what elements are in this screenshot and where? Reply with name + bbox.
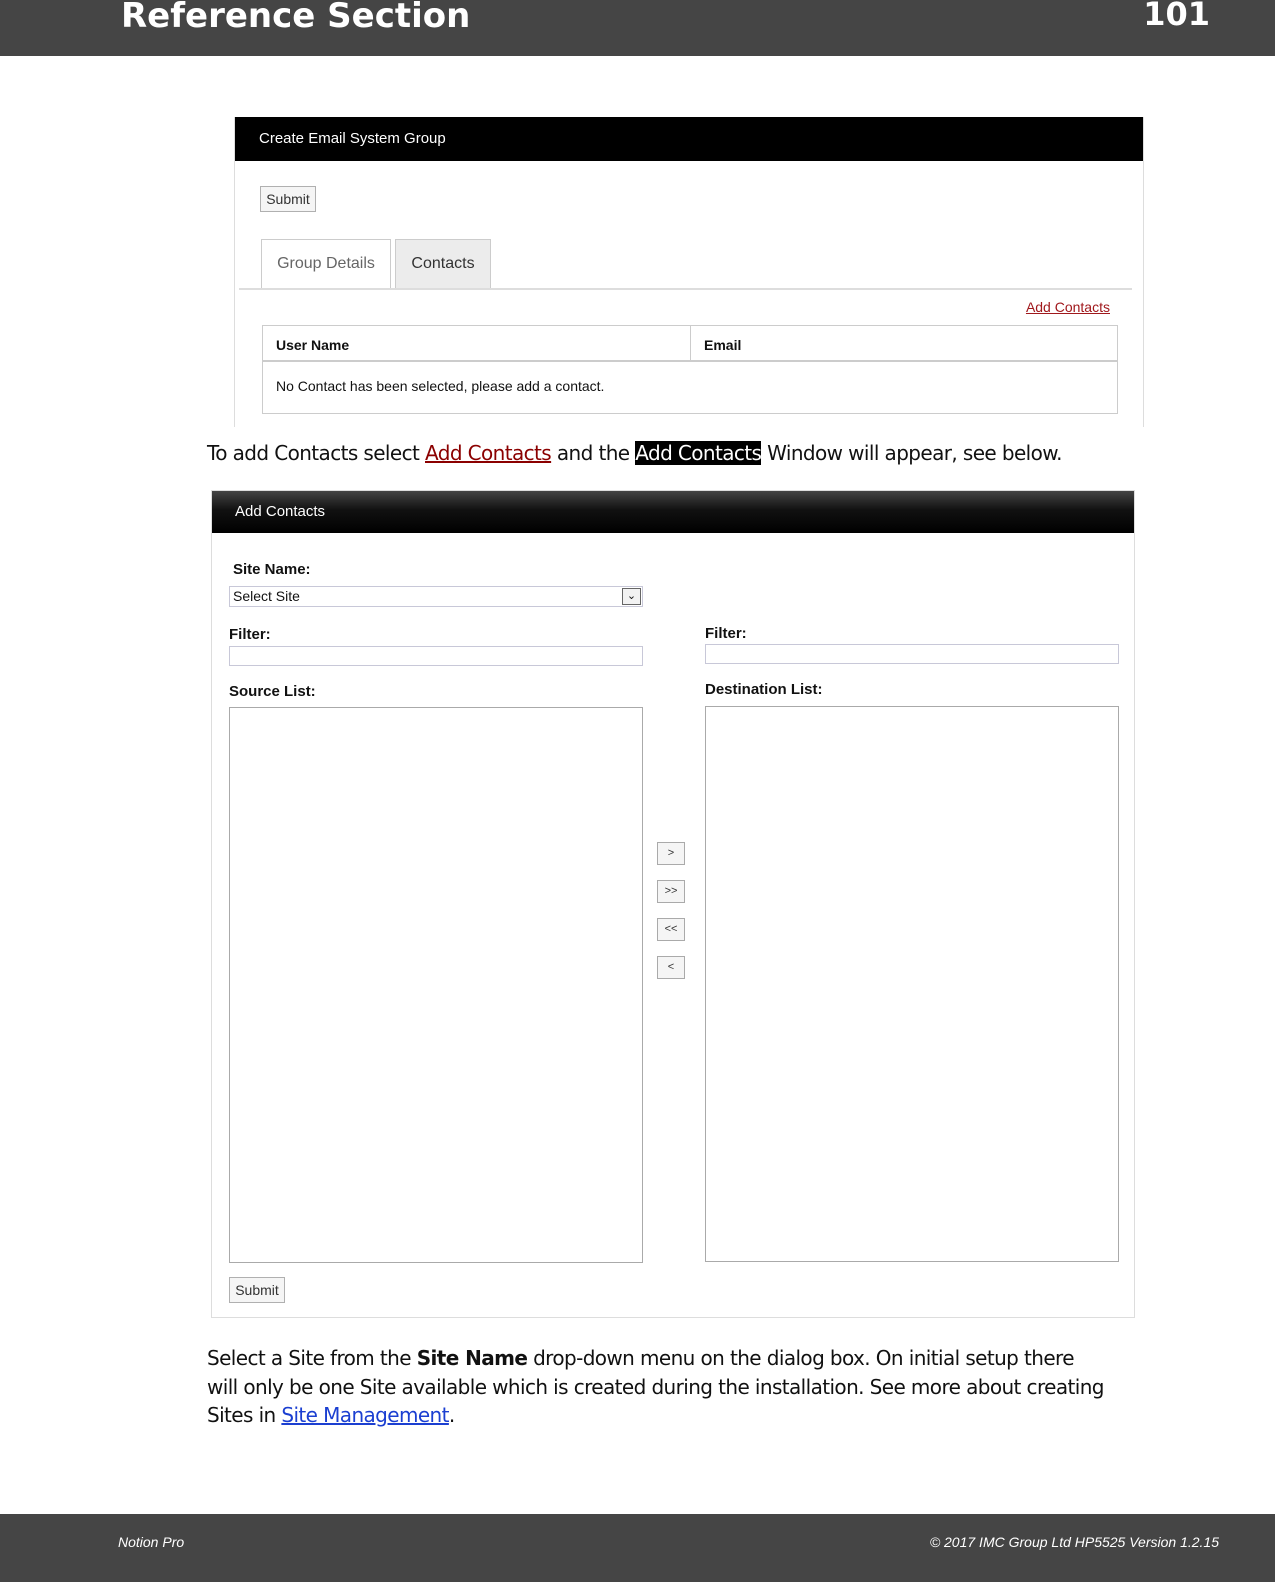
move-all-right-button[interactable]: >> [657,880,685,903]
site-management-link[interactable]: Site Management [281,1403,449,1427]
para2-text: Select a Site from the [207,1346,417,1370]
para2-line: will only be one Site available which is created during the installation. See more about creating [207,1374,1104,1399]
page-number: 101 [1143,0,1210,33]
site-selection-paragraph [207,1344,1104,1430]
move-selected-right-button[interactable]: > [657,842,685,865]
move-selected-left-button[interactable]: < [657,956,685,979]
submit-button[interactable]: Submit [260,186,316,212]
submit-button[interactable]: Submit [229,1277,285,1303]
table-header-row [263,326,1117,362]
tab-divider [239,288,1132,290]
para1-text: To add Contacts select [207,441,425,465]
contacts-table [262,325,1118,414]
column-header-email[interactable]: Email [704,337,742,353]
column-header-user-name[interactable]: User Name [263,326,691,360]
site-name-select[interactable] [229,586,643,607]
para2-line [207,1344,1104,1373]
site-name-bold: Site Name [416,1346,528,1370]
destination-filter-label: Filter: [705,625,747,642]
source-list[interactable] [229,707,643,1263]
site-name-label: Site Name: [233,561,311,578]
para1-text: Window will appear, see below. [761,441,1062,465]
add-contacts-reference-link[interactable]: Add Contacts [425,441,552,465]
footer-copyright: © 2017 IMC Group Ltd HP5525 Version 1.2.15 [929,1534,1219,1550]
para2-text: drop-down menu on the dialog box. On initial setup there [527,1346,1074,1370]
chevron-down-icon[interactable]: ⌄ [622,588,641,605]
source-filter-input[interactable] [229,646,643,666]
add-contacts-link[interactable]: Add Contacts [1025,299,1110,315]
footer-product-name: Notion Pro [118,1534,185,1550]
instruction-paragraph [207,441,1062,465]
tab-group-details[interactable]: Group Details [261,239,391,289]
para2-text: Sites in [207,1403,282,1427]
para1-text: and the [551,441,636,465]
create-email-system-group-screenshot [234,117,1144,427]
site-select-value: Select Site [233,588,300,604]
destination-list[interactable] [705,706,1119,1262]
destination-filter-input[interactable] [705,644,1119,664]
para2-text: . [448,1403,455,1427]
dialog-title: Create Email System Group [235,117,1143,161]
empty-table-message: No Contact has been selected, please add a contact. [276,378,605,394]
page-header [0,0,1275,56]
section-title: Reference Section [121,0,471,36]
destination-list-label: Destination List: [705,681,823,698]
para2-line [207,1401,1104,1430]
add-contacts-highlight: Add Contacts [635,441,762,465]
source-filter-label: Filter: [229,626,271,643]
source-list-label: Source List: [229,683,316,700]
page-footer [0,1514,1275,1582]
move-all-left-button[interactable]: << [657,918,685,941]
dialog-title: Add Contacts [212,491,1134,533]
add-contacts-screenshot [211,490,1135,1318]
tab-contacts[interactable]: Contacts [395,239,491,289]
